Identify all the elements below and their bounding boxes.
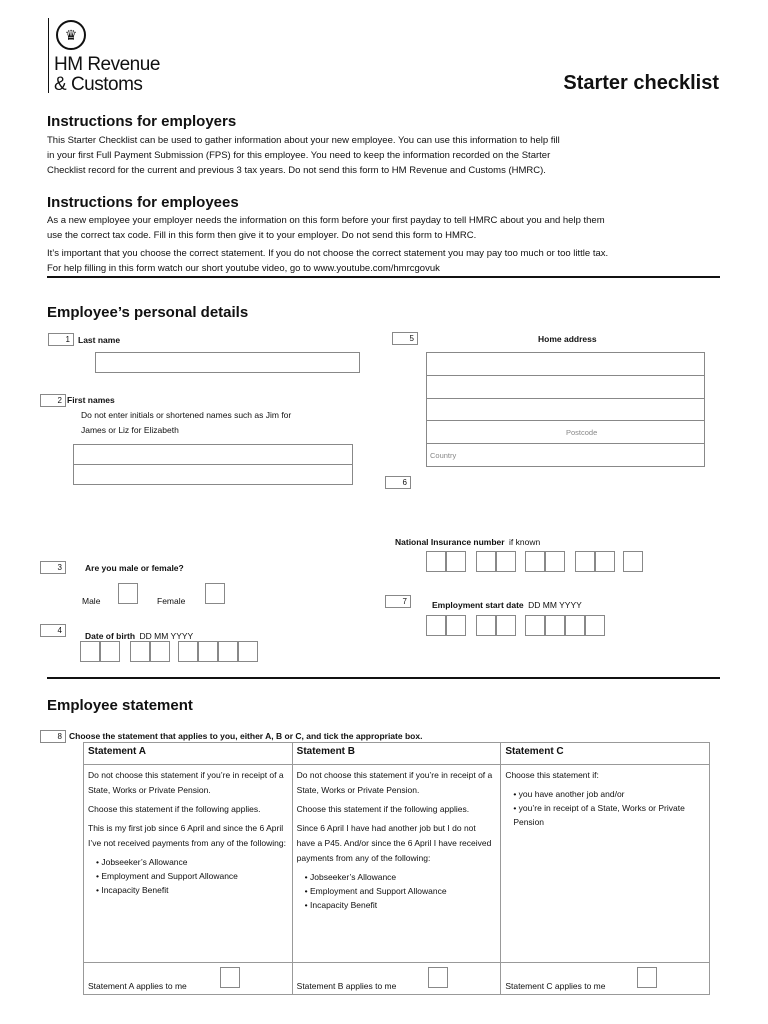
start-date-digit-box[interactable] (545, 615, 565, 636)
start-date-digit-box[interactable] (476, 615, 496, 636)
logo-line-2: & Customs (54, 74, 143, 95)
statement-text: Choose this statement if the following applies. (296, 804, 470, 814)
statement-c-body (501, 765, 710, 963)
statement-c-footer (501, 963, 710, 995)
statement-a-title: Statement A (84, 743, 293, 765)
ni-char-box[interactable] (623, 551, 643, 572)
country-input[interactable] (426, 443, 705, 467)
list-item: • Jobseeker’s Allowance (96, 855, 288, 869)
list-item: • Incapacity Benefit (96, 883, 288, 897)
question-number: 3 (40, 561, 66, 574)
statement-text: Since 6 April I have had another job but I do not have a P45. And/or since the 6 April I have received payments from any of the following: (296, 823, 492, 863)
dob-digit-box[interactable] (198, 641, 218, 662)
statement-instruction: Choose the statement that applies to you, either A, B or C, and tick the appropriate box. (69, 731, 423, 741)
start-date-format: DD MM YYYY (528, 600, 582, 610)
text-line: Checklist record for the current and previous 3 tax years. Do not send this form to HM Revenue and Customs (HMRC). (47, 165, 546, 176)
list-item: • Incapacity Benefit (305, 898, 497, 912)
ni-char-box[interactable] (496, 551, 516, 572)
male-label: Male (82, 596, 101, 606)
statement-a-applies-label: Statement A applies to me (88, 981, 187, 991)
dob-digit-box[interactable] (130, 641, 150, 662)
start-date-digit-box[interactable] (565, 615, 585, 636)
postcode-input[interactable] (426, 420, 705, 444)
address-line-2[interactable] (426, 375, 705, 399)
first-names-input-1[interactable] (73, 444, 353, 465)
divider (47, 677, 720, 679)
statement-b-title: Statement B (292, 743, 501, 765)
benefit-list (297, 870, 497, 912)
text-line: This Starter Checklist can be used to gather information about your new employee. You can use this information to help fill (47, 135, 560, 146)
dob-digit-box[interactable] (80, 641, 100, 662)
country-placeholder: Country (430, 451, 457, 460)
ni-char-box[interactable] (426, 551, 446, 572)
table-header-row (84, 743, 710, 765)
statement-c-checkbox[interactable] (637, 967, 657, 988)
ni-char-box[interactable] (575, 551, 595, 572)
first-names-label: First names (67, 395, 115, 405)
logo-line-1: HM Revenue (54, 54, 160, 75)
statement-a-body (84, 765, 293, 963)
question-number: 2 (40, 394, 66, 407)
female-checkbox[interactable] (205, 583, 225, 604)
question-number: 6 (385, 476, 411, 489)
question-number: 4 (40, 624, 66, 637)
address-line-1[interactable] (426, 352, 705, 376)
start-date-digit-box[interactable] (585, 615, 605, 636)
ni-suffix: if known (509, 537, 541, 547)
question-number: 8 (40, 730, 66, 743)
ni-char-box[interactable] (595, 551, 615, 572)
text-line: It’s important that you choose the correct statement. If you do not choose the correct statement you may pay too much or too little tax. (47, 248, 609, 259)
list-item: • you’re in receipt of a State, Works or Private Pension (513, 801, 705, 829)
text-line: For help filling in this form watch our short youtube video, go to www.youtube.com/hmrcgovuk (47, 263, 440, 274)
text-line: in your first Full Payment Submission (FPS) for this employee. You need to keep the information recorded on the Starter (47, 150, 551, 161)
dob-digit-box[interactable] (178, 641, 198, 662)
ni-char-box[interactable] (545, 551, 565, 572)
divider (47, 276, 720, 278)
statement-a-checkbox[interactable] (220, 967, 240, 988)
employers-heading: Instructions for employers (47, 113, 237, 130)
statement-b-applies-label: Statement B applies to me (296, 981, 397, 991)
text-line: use the correct tax code. Fill in this form then give it to your employer. Do not send this form to HMRC. (47, 230, 477, 241)
list-item: • Employment and Support Allowance (305, 884, 497, 898)
dob-digit-box[interactable] (218, 641, 238, 662)
last-name-label: Last name (78, 335, 121, 345)
employees-heading: Instructions for employees (47, 194, 239, 211)
statement-text: Choose this statement if: (505, 770, 599, 780)
address-line-3[interactable] (426, 398, 705, 421)
statement-text: Choose this statement if the following applies. (88, 804, 261, 814)
start-date-label-text: Employment start date (432, 600, 524, 610)
list-item: • Employment and Support Allowance (96, 869, 288, 883)
statement-b-body (292, 765, 501, 963)
logo-rule (48, 18, 49, 93)
statement-c-title: Statement C (501, 743, 710, 765)
statement-table (83, 742, 710, 995)
start-date-digit-box[interactable] (525, 615, 545, 636)
start-date-digit-box[interactable] (446, 615, 466, 636)
list-item: • Jobseeker’s Allowance (305, 870, 497, 884)
ni-char-box[interactable] (525, 551, 545, 572)
female-label: Female (157, 596, 186, 606)
start-date-digit-box[interactable] (496, 615, 516, 636)
dob-label-text: Date of birth (85, 631, 136, 641)
crown-crest-icon: ♛ (56, 20, 86, 50)
first-names-hint: Do not enter initials or shortened names such as Jim for (81, 410, 292, 420)
question-number: 1 (48, 333, 74, 346)
question-number: 5 (392, 332, 418, 345)
statement-b-checkbox[interactable] (428, 967, 448, 988)
benefit-list (88, 855, 288, 897)
page-title: Starter checklist (563, 72, 719, 94)
last-name-input[interactable] (95, 352, 360, 373)
postcode-placeholder: Postcode (566, 428, 598, 437)
statement-text: This is my first job since 6 April and since the 6 April I’ve not received payments from any of the following: (88, 823, 286, 848)
employees-text (47, 213, 608, 276)
list-item: • you have another job and/or (513, 787, 705, 801)
dob-format: DD MM YYYY (139, 631, 194, 641)
dob-digit-box[interactable] (238, 641, 258, 662)
employers-text (47, 133, 560, 178)
statement-text: Do not choose this statement if you’re in receipt of a State, Works or Private Pension. (296, 770, 493, 795)
statement-b-footer (292, 963, 501, 995)
first-names-hint: James or Liz for Elizabeth (81, 425, 179, 435)
statement-heading: Employee statement (47, 697, 193, 714)
first-names-input-2[interactable] (73, 464, 353, 485)
statement-a-footer (84, 963, 293, 995)
gender-label: Are you male or female? (85, 563, 184, 573)
dob-digit-box[interactable] (100, 641, 120, 662)
start-date-label (432, 595, 582, 613)
male-checkbox[interactable] (118, 583, 138, 604)
question-number: 7 (385, 595, 411, 608)
ni-label (395, 532, 540, 550)
table-body-row (84, 765, 710, 963)
personal-heading: Employee’s personal details (47, 304, 249, 321)
statement-text: Do not choose this statement if you’re in receipt of a State, Works or Private Pension. (88, 770, 284, 795)
condition-list (505, 787, 705, 829)
ni-char-box[interactable] (446, 551, 466, 572)
table-footer-row (84, 963, 710, 995)
text-line: As a new employee your employer needs the information on this form before your first payday to tell HMRC about you and help them (47, 215, 605, 226)
ni-label-text: National Insurance number (395, 537, 505, 547)
ni-char-box[interactable] (476, 551, 496, 572)
home-address-label: Home address (538, 334, 597, 344)
statement-c-applies-label: Statement C applies to me (505, 981, 606, 991)
start-date-digit-box[interactable] (426, 615, 446, 636)
dob-digit-box[interactable] (150, 641, 170, 662)
